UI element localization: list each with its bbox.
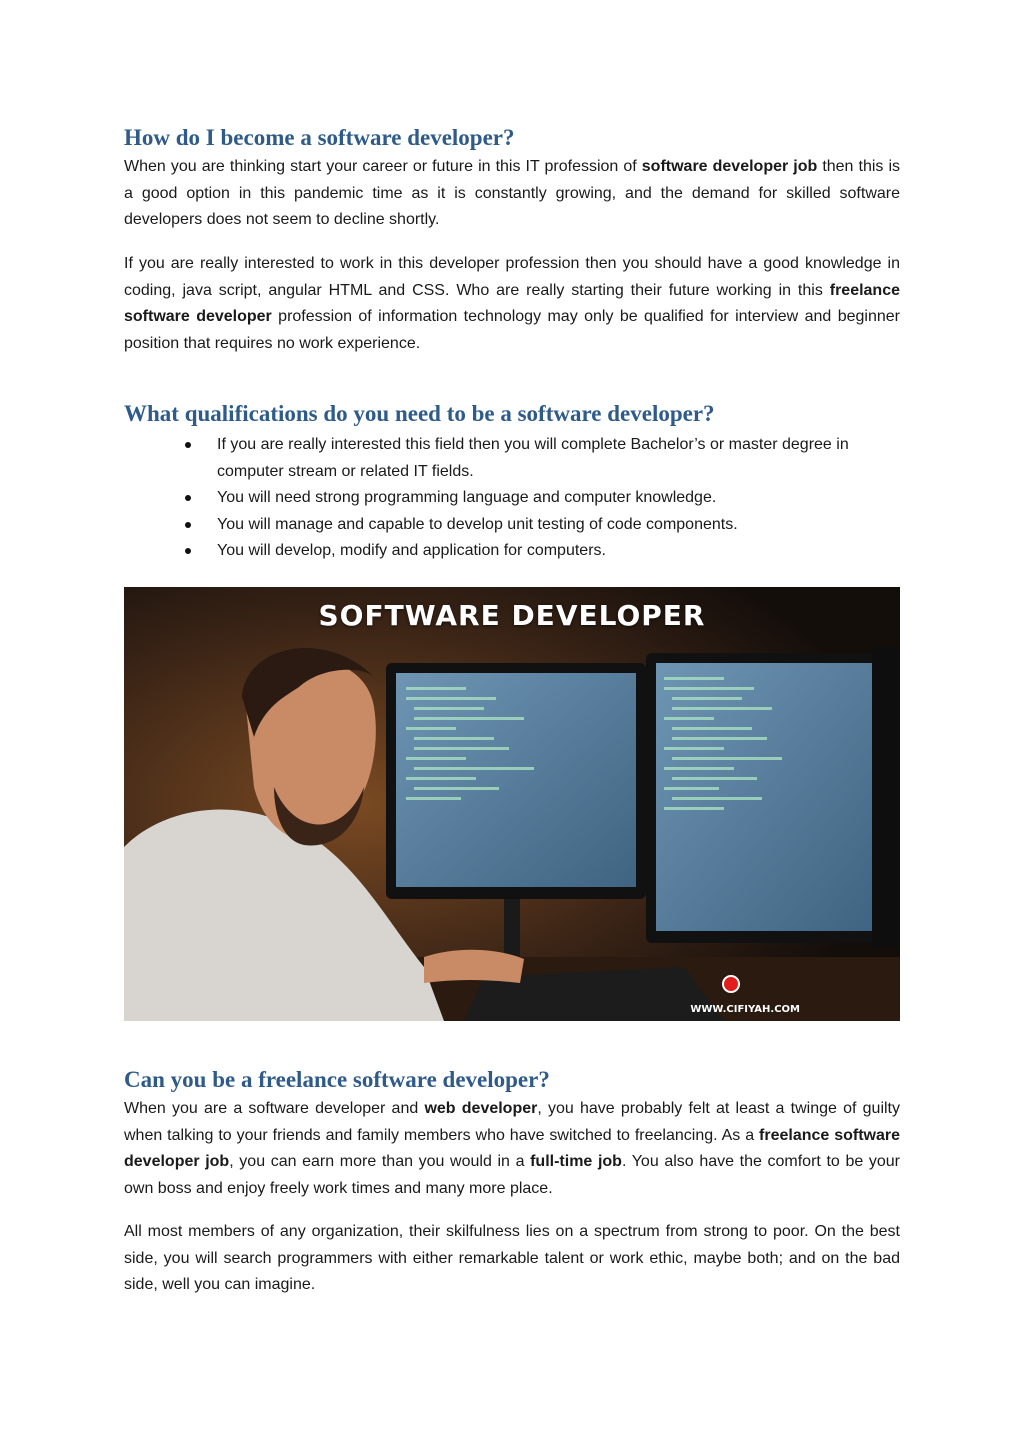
photo-illustration — [124, 587, 900, 1021]
bullet-icon — [185, 548, 191, 554]
list-item — [124, 432, 900, 485]
bullet-list — [124, 432, 900, 565]
bold-keyword: freelance software developer job — [124, 1126, 900, 1171]
image-title: SOFTWARE DEVELOPER — [318, 599, 706, 632]
text-run: , you can earn more than you would in a — [229, 1153, 531, 1171]
text-run: profession of information technology may only be qualified for interview and beginner position that requires no work experience. — [124, 308, 901, 352]
bullet-icon — [185, 522, 191, 528]
text-run: If you are really interested to work in this developer profession then you should have a good knowledge in coding, java script, angular HTML and CSS. Who are really starting their future working in this — [124, 255, 900, 299]
section-heading: What qualifications do you need to be a software developer? — [124, 401, 715, 426]
paragraph — [124, 154, 900, 234]
list-item-text: You will need strong programming language and computer knowledge. — [217, 489, 717, 507]
section-heading: Can you be a freelance software developer? — [124, 1067, 550, 1092]
bold-keyword: web developer — [424, 1100, 538, 1117]
logo-icon — [722, 975, 740, 993]
bullet-icon — [185, 442, 191, 448]
paragraph: All most members of any organization, their skilfulness lies on a spectrum from strong to poor. On the best side, you will search programmers with either remarkable talent or work ethic, maybe both; and on the bad side, well you can imagine. — [124, 1223, 900, 1294]
list-item — [124, 512, 900, 539]
list-item — [124, 538, 900, 565]
text-run: . You also have the comfort to be your own boss and enjoy freely work times and many more place. — [124, 1153, 901, 1197]
image-watermark: WWW.CIFIYAH.COM — [690, 1004, 800, 1015]
person-hand — [424, 950, 524, 983]
developer-photo — [124, 587, 900, 1021]
section-heading: How do I become a software developer? — [124, 125, 515, 150]
list-item — [124, 485, 900, 512]
bold-keyword: freelance software developer — [124, 281, 900, 326]
text-run: When you are thinking start your career or future in this IT profession of — [124, 158, 642, 175]
bold-keyword: software developer job — [641, 158, 818, 175]
list-item-text: You will develop, modify and application for computers. — [217, 542, 606, 560]
text-run: , you have probably felt at least a twinge of guilty when talking to your friends and family members who have switched to freelancing. As a — [124, 1100, 900, 1144]
paragraph — [124, 1096, 900, 1202]
text-run: When you are a software developer and — [124, 1100, 425, 1117]
paragraph — [124, 251, 900, 357]
bullet-icon — [185, 495, 191, 501]
list-item-text: You will manage and capable to develop unit testing of code components. — [217, 515, 738, 533]
list-item-text: If you are really interested this field then you will complete Bachelor’s or master degree in computer stream or related IT fields. — [217, 436, 849, 480]
bold-keyword: full-time job — [530, 1153, 622, 1171]
text-run: then this is a good option in this pandemic time as it is constantly growing, and the demand for skilled software developers does not seem to decline shortly. — [124, 158, 901, 229]
